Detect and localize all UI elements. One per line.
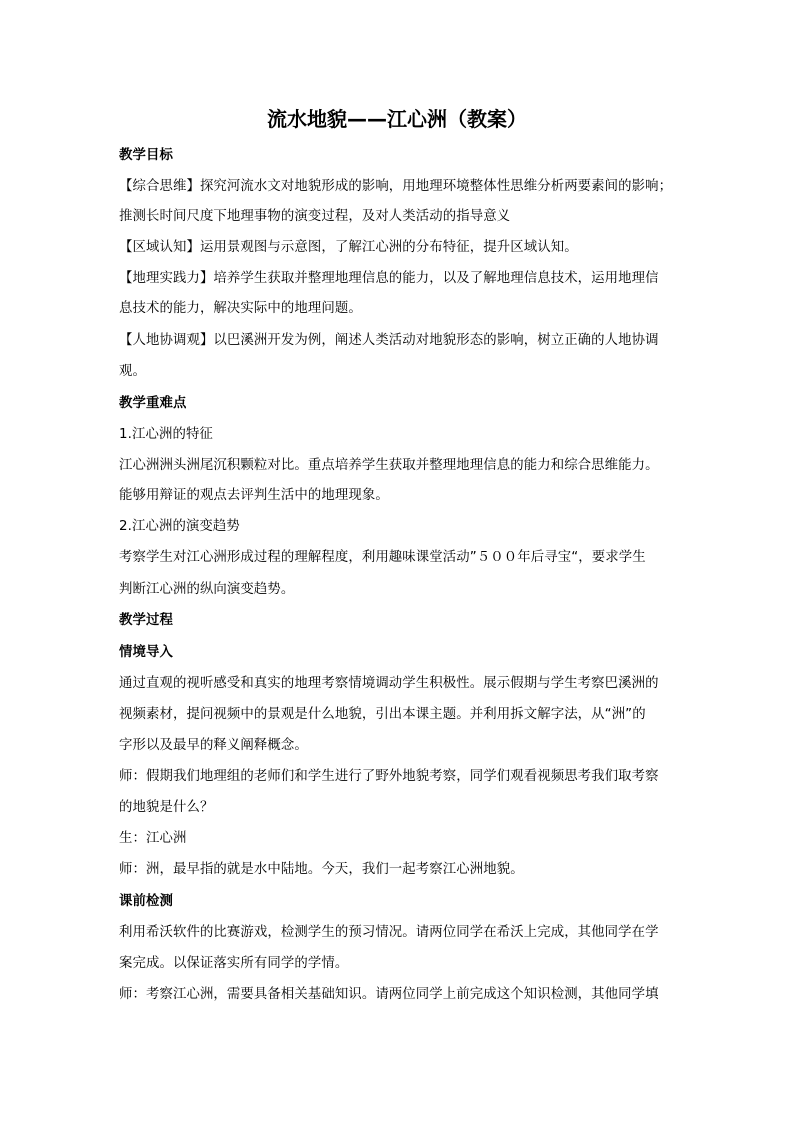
paragraph-line: 判断江心洲的纵向演变趋势。 — [119, 582, 295, 597]
paragraph-line: 利用希沃软件的比赛游戏，检测学生的预习情况。请两位同学在希沃上完成，其他同学在学 — [119, 925, 659, 940]
paragraph-line: 【地理实践力】培养学生获取并整理地理信息的能力，以及了解地理信息技术，运用地理信 — [119, 271, 659, 286]
paragraph-line: 考察学生对江心洲形成过程的理解程度，利用趣味课堂活动”５００年后寻宝“，要求学生 — [119, 550, 646, 565]
paragraph-line: 字形以及最早的释义阐释概念。 — [119, 738, 308, 753]
document-title: 流水地貌——江心洲（教案） — [267, 107, 527, 131]
paragraph-line: 的地貌是什么？ — [119, 800, 214, 815]
paragraph-line: 江心洲洲头洲尾沉积颗粒对比。重点培养学生获取并整理地理信息的能力和综合思维能力。 — [119, 458, 659, 473]
section-heading-pre-class-test: 课前检测 — [119, 894, 173, 909]
paragraph-line: 观。 — [119, 364, 146, 379]
paragraph-line: 【综合思维】探究河流水文对地貌形成的影响，用地理环境整体性思维分析两要素间的影响； — [119, 179, 673, 194]
paragraph-line: 推测长时间尺度下地理事物的演变过程，及对人类活动的指导意义 — [119, 209, 511, 224]
paragraph-line: 师：考察江心洲，需要具备相关基础知识。请两位同学上前完成这个知识检测，其他同学填 — [119, 987, 659, 1002]
section-heading-teaching-goals: 教学目标 — [119, 148, 173, 163]
paragraph-line: 息技术的能力，解决实际中的地理问题。 — [119, 301, 362, 316]
paragraph-line: 视频素材，提问视频中的景观是什么地貌，引出本课主题。并利用拆文解字法，从“洲”的 — [119, 707, 646, 722]
section-heading-key-points: 教学重难点 — [119, 396, 187, 411]
paragraph-line: 案完成。以保证落实所有同学的学情。 — [119, 956, 349, 971]
subheading-line: 1.江心洲的特征 — [119, 427, 213, 442]
paragraph-line: 能够用辩证的观点去评判生活中的地理现象。 — [119, 488, 389, 503]
paragraph-line: 【区域认知】运用景观图与示意图，了解江心洲的分布特征，提升区域认知。 — [119, 240, 578, 255]
paragraph-line: 师：洲，最早指的就是水中陆地。今天，我们一起考察江心洲地貌。 — [119, 862, 524, 877]
paragraph-line: 通过直观的视听感受和真实的地理考察情境调动学生积极性。展示假期与学生考察巴溪洲的 — [119, 676, 659, 691]
section-heading-teaching-process: 教学过程 — [119, 613, 173, 628]
paragraph-line: 师：假期我们地理组的老师们和学生进行了野外地貌考察，同学们观看视频思考我们取考察 — [119, 769, 659, 784]
subheading-line: 2.江心洲的演变趋势 — [119, 519, 240, 534]
section-heading-scene-intro: 情境导入 — [119, 645, 173, 660]
paragraph-line: 【人地协调观】以巴溪洲开发为例，阐述人类活动对地貌形态的影响，树立正确的人地协调 — [119, 333, 659, 348]
paragraph-line: 生：江心洲 — [119, 831, 187, 846]
